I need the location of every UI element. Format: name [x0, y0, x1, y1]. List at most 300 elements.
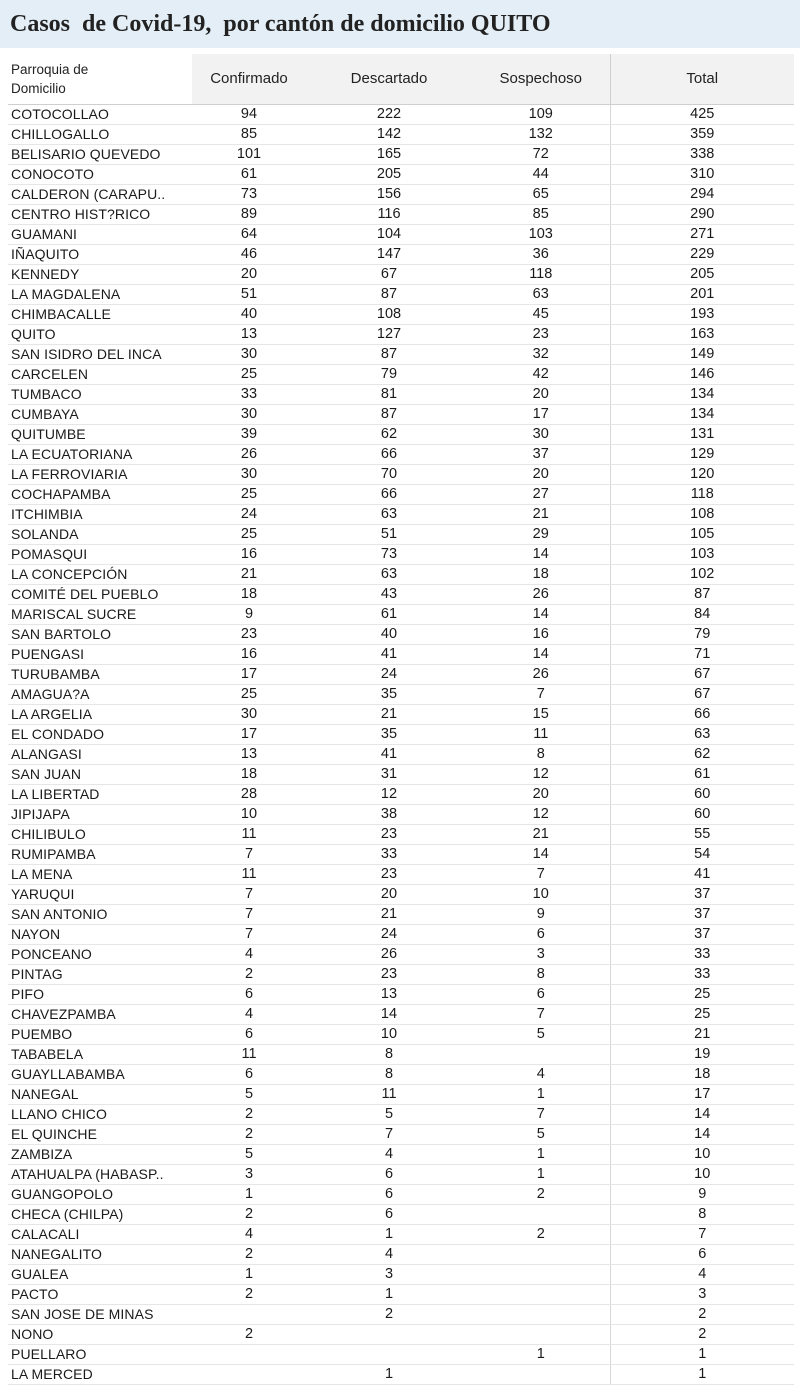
cell-total: 33	[610, 964, 794, 984]
cell-sospechoso: 3	[472, 944, 610, 964]
cell-descartado: 205	[306, 164, 472, 184]
cell-total: 62	[610, 744, 794, 764]
table-row	[8, 1004, 794, 1024]
cell-total: 60	[610, 804, 794, 824]
table-row	[8, 404, 794, 424]
cell-total: 19	[610, 1044, 794, 1064]
cell-confirmado: 40	[192, 304, 306, 324]
cell-parroquia: RUMIPAMBA	[8, 844, 192, 864]
cell-total: 294	[610, 184, 794, 204]
cell-descartado: 41	[306, 644, 472, 664]
cell-parroquia: CHIMBACALLE	[8, 304, 192, 324]
cell-confirmado: 30	[192, 344, 306, 364]
cell-total: 134	[610, 384, 794, 404]
table-row	[8, 544, 794, 564]
cell-parroquia: EL QUINCHE	[8, 1124, 192, 1144]
cell-parroquia: NONO	[8, 1324, 192, 1344]
table-row	[8, 364, 794, 384]
table-row	[8, 1244, 794, 1264]
cell-total: 8	[610, 1204, 794, 1224]
cell-parroquia: GUAYLLABAMBA	[8, 1064, 192, 1084]
cell-descartado: 156	[306, 184, 472, 204]
cell-descartado: 63	[306, 504, 472, 524]
table-row	[8, 164, 794, 184]
table-row	[8, 204, 794, 224]
cell-descartado: 14	[306, 1004, 472, 1024]
cell-confirmado: 6	[192, 984, 306, 1004]
cell-total: 33	[610, 944, 794, 964]
cell-parroquia: CALDERON (CARAPU..	[8, 184, 192, 204]
cell-confirmado: 6	[192, 1064, 306, 1084]
cell-descartado: 31	[306, 764, 472, 784]
cell-confirmado: 89	[192, 204, 306, 224]
cell-parroquia: CARCELEN	[8, 364, 192, 384]
table-row	[8, 464, 794, 484]
table-row	[8, 264, 794, 284]
cell-confirmado	[192, 1364, 306, 1384]
cell-total: 67	[610, 664, 794, 684]
cell-confirmado	[192, 1304, 306, 1324]
cell-parroquia: SAN JUAN	[8, 764, 192, 784]
cell-confirmado: 25	[192, 524, 306, 544]
cell-descartado: 40	[306, 624, 472, 644]
table-row	[8, 1044, 794, 1064]
cell-sospechoso: 4	[472, 1064, 610, 1084]
cell-parroquia: BELISARIO QUEVEDO	[8, 144, 192, 164]
table-row	[8, 684, 794, 704]
table-row	[8, 624, 794, 644]
cell-sospechoso: 26	[472, 664, 610, 684]
cell-descartado: 8	[306, 1064, 472, 1084]
cell-parroquia: PUELLARO	[8, 1344, 192, 1364]
table-row	[8, 504, 794, 524]
cell-confirmado: 2	[192, 964, 306, 984]
cell-parroquia: CHILIBULO	[8, 824, 192, 844]
cell-parroquia: GUANGOPOLO	[8, 1184, 192, 1204]
cell-sospechoso: 2	[472, 1224, 610, 1244]
table-row	[8, 444, 794, 464]
cell-sospechoso	[472, 1324, 610, 1344]
cell-confirmado: 23	[192, 624, 306, 644]
cell-total: 163	[610, 324, 794, 344]
cell-parroquia: EL CONDADO	[8, 724, 192, 744]
table-header	[8, 54, 794, 104]
cell-parroquia: CHAVEZPAMBA	[8, 1004, 192, 1024]
cell-descartado	[306, 1324, 472, 1344]
header-total: Total	[610, 54, 794, 104]
cell-sospechoso: 29	[472, 524, 610, 544]
cell-total: 2	[610, 1304, 794, 1324]
cell-total: 108	[610, 504, 794, 524]
header-parroquia-line1: Parroquia de	[11, 61, 89, 77]
cell-confirmado: 11	[192, 864, 306, 884]
cell-descartado: 26	[306, 944, 472, 964]
cell-parroquia: SOLANDA	[8, 524, 192, 544]
header-sospechoso: Sospechoso	[472, 54, 610, 104]
cell-total: 63	[610, 724, 794, 744]
cell-total: 79	[610, 624, 794, 644]
cell-descartado: 70	[306, 464, 472, 484]
cell-confirmado: 1	[192, 1264, 306, 1284]
cell-parroquia: AMAGUA?A	[8, 684, 192, 704]
header-descartado: Descartado	[306, 54, 472, 104]
cell-descartado: 21	[306, 904, 472, 924]
cell-sospechoso: 27	[472, 484, 610, 504]
cell-sospechoso: 37	[472, 444, 610, 464]
cell-descartado: 142	[306, 124, 472, 144]
cell-parroquia: KENNEDY	[8, 264, 192, 284]
cell-descartado: 24	[306, 924, 472, 944]
cell-sospechoso: 118	[472, 264, 610, 284]
cell-descartado: 38	[306, 804, 472, 824]
cell-confirmado: 30	[192, 704, 306, 724]
cell-confirmado	[192, 1344, 306, 1364]
cell-sospechoso: 7	[472, 684, 610, 704]
table-row	[8, 924, 794, 944]
table-row	[8, 1204, 794, 1224]
cell-parroquia: NAYON	[8, 924, 192, 944]
cell-sospechoso: 72	[472, 144, 610, 164]
cell-total: 290	[610, 204, 794, 224]
cell-confirmado: 25	[192, 364, 306, 384]
cell-parroquia: LA ECUATORIANA	[8, 444, 192, 464]
cell-confirmado: 1	[192, 1184, 306, 1204]
table-row	[8, 1124, 794, 1144]
cell-total: 102	[610, 564, 794, 584]
cell-sospechoso: 17	[472, 404, 610, 424]
cell-descartado: 12	[306, 784, 472, 804]
cell-total: 55	[610, 824, 794, 844]
table-row	[8, 1144, 794, 1164]
cell-confirmado: 10	[192, 804, 306, 824]
table-row	[8, 384, 794, 404]
cell-total: 105	[610, 524, 794, 544]
cell-parroquia: CHILLOGALLO	[8, 124, 192, 144]
cell-parroquia: PINTAG	[8, 964, 192, 984]
cell-total: 84	[610, 604, 794, 624]
cell-total: 425	[610, 104, 794, 124]
cell-sospechoso: 1	[472, 1144, 610, 1164]
cell-confirmado: 5	[192, 1084, 306, 1104]
cell-descartado: 61	[306, 604, 472, 624]
cell-descartado: 23	[306, 824, 472, 844]
cell-total: 21	[610, 1024, 794, 1044]
cell-sospechoso: 10	[472, 884, 610, 904]
cell-parroquia: PONCEANO	[8, 944, 192, 964]
cell-descartado: 4	[306, 1144, 472, 1164]
cell-parroquia: LA MAGDALENA	[8, 284, 192, 304]
cell-confirmado: 13	[192, 324, 306, 344]
cell-confirmado: 7	[192, 884, 306, 904]
cell-parroquia: LA LIBERTAD	[8, 784, 192, 804]
cell-sospechoso: 2	[472, 1184, 610, 1204]
cell-confirmado: 2	[192, 1104, 306, 1124]
cell-descartado: 21	[306, 704, 472, 724]
cell-confirmado: 11	[192, 824, 306, 844]
cell-sospechoso: 11	[472, 724, 610, 744]
cell-total: 149	[610, 344, 794, 364]
cell-descartado: 127	[306, 324, 472, 344]
cell-descartado: 63	[306, 564, 472, 584]
cell-parroquia: YARUQUI	[8, 884, 192, 904]
cell-total: 310	[610, 164, 794, 184]
table-row	[8, 1304, 794, 1324]
cell-confirmado: 16	[192, 544, 306, 564]
cell-parroquia: TABABELA	[8, 1044, 192, 1064]
cell-sospechoso: 21	[472, 504, 610, 524]
cell-confirmado: 2	[192, 1124, 306, 1144]
cell-sospechoso	[472, 1044, 610, 1064]
cell-confirmado: 25	[192, 484, 306, 504]
header-parroquia	[8, 54, 192, 104]
cell-confirmado: 4	[192, 944, 306, 964]
cell-total: 6	[610, 1244, 794, 1264]
cell-confirmado: 3	[192, 1164, 306, 1184]
cell-descartado: 23	[306, 864, 472, 884]
cell-total: 120	[610, 464, 794, 484]
cell-descartado: 87	[306, 404, 472, 424]
table-row	[8, 804, 794, 824]
cases-table	[8, 54, 794, 1385]
table-row	[8, 184, 794, 204]
cell-confirmado: 2	[192, 1324, 306, 1344]
cell-descartado: 51	[306, 524, 472, 544]
cell-descartado: 33	[306, 844, 472, 864]
table-row	[8, 564, 794, 584]
cell-total: 18	[610, 1064, 794, 1084]
cell-descartado: 66	[306, 444, 472, 464]
cell-descartado: 81	[306, 384, 472, 404]
table-row	[8, 764, 794, 784]
table-row	[8, 1184, 794, 1204]
cell-confirmado: 61	[192, 164, 306, 184]
cell-parroquia: CALACALI	[8, 1224, 192, 1244]
cell-sospechoso: 18	[472, 564, 610, 584]
cell-parroquia: CENTRO HIST?RICO	[8, 204, 192, 224]
cell-total: 37	[610, 924, 794, 944]
cell-sospechoso: 20	[472, 784, 610, 804]
cell-parroquia: LLANO CHICO	[8, 1104, 192, 1124]
cell-descartado: 23	[306, 964, 472, 984]
cell-parroquia: GUALEA	[8, 1264, 192, 1284]
cell-sospechoso	[472, 1204, 610, 1224]
title-banner	[0, 0, 800, 48]
cell-confirmado: 13	[192, 744, 306, 764]
cell-descartado: 10	[306, 1024, 472, 1044]
cell-sospechoso: 5	[472, 1024, 610, 1044]
table-row	[8, 1224, 794, 1244]
cell-confirmado: 5	[192, 1144, 306, 1164]
table-row	[8, 304, 794, 324]
cell-descartado: 73	[306, 544, 472, 564]
cell-confirmado: 46	[192, 244, 306, 264]
cell-sospechoso: 1	[472, 1084, 610, 1104]
cell-total: 67	[610, 684, 794, 704]
cell-confirmado: 30	[192, 404, 306, 424]
cell-parroquia: LA ARGELIA	[8, 704, 192, 724]
cell-descartado: 7	[306, 1124, 472, 1144]
cell-total: 14	[610, 1104, 794, 1124]
cell-parroquia: PIFO	[8, 984, 192, 1004]
cell-confirmado: 33	[192, 384, 306, 404]
table-row	[8, 1264, 794, 1284]
cell-sospechoso	[472, 1244, 610, 1264]
cell-descartado: 24	[306, 664, 472, 684]
cell-parroquia: QUITO	[8, 324, 192, 344]
cell-total: 3	[610, 1284, 794, 1304]
cell-descartado: 1	[306, 1364, 472, 1384]
cell-sospechoso: 45	[472, 304, 610, 324]
cell-total: 9	[610, 1184, 794, 1204]
table-row	[8, 864, 794, 884]
table-row	[8, 784, 794, 804]
cell-confirmado: 25	[192, 684, 306, 704]
cell-confirmado: 51	[192, 284, 306, 304]
header-row	[8, 54, 794, 104]
table-row	[8, 1364, 794, 1384]
cell-parroquia: SAN ISIDRO DEL INCA	[8, 344, 192, 364]
cell-confirmado: 6	[192, 1024, 306, 1044]
cell-sospechoso: 20	[472, 464, 610, 484]
cell-descartado: 104	[306, 224, 472, 244]
table-row	[8, 904, 794, 924]
cell-confirmado: 4	[192, 1224, 306, 1244]
cell-total: 201	[610, 284, 794, 304]
table-body	[8, 104, 794, 1384]
cell-confirmado: 4	[192, 1004, 306, 1024]
cell-confirmado: 64	[192, 224, 306, 244]
table-row	[8, 224, 794, 244]
cell-sospechoso: 14	[472, 604, 610, 624]
cell-total: 129	[610, 444, 794, 464]
cell-sospechoso: 132	[472, 124, 610, 144]
cell-total: 41	[610, 864, 794, 884]
cell-parroquia: MARISCAL SUCRE	[8, 604, 192, 624]
cell-total: 37	[610, 884, 794, 904]
cell-confirmado: 16	[192, 644, 306, 664]
cell-sospechoso: 7	[472, 1004, 610, 1024]
table-row	[8, 644, 794, 664]
cell-total: 134	[610, 404, 794, 424]
header-parroquia-line2: Domicilio	[11, 80, 66, 96]
table-row	[8, 144, 794, 164]
cell-total: 71	[610, 644, 794, 664]
cell-total: 359	[610, 124, 794, 144]
table-row	[8, 524, 794, 544]
cell-parroquia: CONOCOTO	[8, 164, 192, 184]
cell-sospechoso	[472, 1364, 610, 1384]
cell-sospechoso: 44	[472, 164, 610, 184]
table-row	[8, 1064, 794, 1084]
cell-descartado: 3	[306, 1264, 472, 1284]
table-row	[8, 884, 794, 904]
cell-sospechoso: 14	[472, 644, 610, 664]
cell-sospechoso	[472, 1264, 610, 1284]
cell-parroquia: PUEMBO	[8, 1024, 192, 1044]
cell-sospechoso: 12	[472, 764, 610, 784]
cell-parroquia: SAN JOSE DE MINAS	[8, 1304, 192, 1324]
cell-total: 271	[610, 224, 794, 244]
cell-confirmado: 73	[192, 184, 306, 204]
cell-confirmado: 20	[192, 264, 306, 284]
cell-total: 17	[610, 1084, 794, 1104]
cell-confirmado: 39	[192, 424, 306, 444]
cell-parroquia: LA MERCED	[8, 1364, 192, 1384]
table-row	[8, 1024, 794, 1044]
cell-confirmado: 2	[192, 1284, 306, 1304]
cell-descartado: 108	[306, 304, 472, 324]
table-row	[8, 1104, 794, 1124]
cell-confirmado: 94	[192, 104, 306, 124]
cell-parroquia: TUMBACO	[8, 384, 192, 404]
cell-total: 25	[610, 984, 794, 1004]
cell-sospechoso: 30	[472, 424, 610, 444]
cell-total: 10	[610, 1164, 794, 1184]
cell-confirmado: 101	[192, 144, 306, 164]
cell-total: 4	[610, 1264, 794, 1284]
cell-descartado: 6	[306, 1204, 472, 1224]
cell-confirmado: 17	[192, 664, 306, 684]
cell-descartado: 35	[306, 684, 472, 704]
cell-total: 229	[610, 244, 794, 264]
table-row	[8, 964, 794, 984]
table-row	[8, 324, 794, 344]
cell-descartado: 222	[306, 104, 472, 124]
cell-descartado: 2	[306, 1304, 472, 1324]
cell-confirmado: 85	[192, 124, 306, 144]
cell-sospechoso: 6	[472, 984, 610, 1004]
table-row	[8, 124, 794, 144]
cell-descartado: 5	[306, 1104, 472, 1124]
cell-parroquia: SAN BARTOLO	[8, 624, 192, 644]
table-row	[8, 104, 794, 124]
cell-sospechoso: 9	[472, 904, 610, 924]
cell-total: 87	[610, 584, 794, 604]
cell-sospechoso: 1	[472, 1164, 610, 1184]
cell-confirmado: 28	[192, 784, 306, 804]
cell-confirmado: 7	[192, 924, 306, 944]
cell-total: 103	[610, 544, 794, 564]
cell-sospechoso: 26	[472, 584, 610, 604]
cell-parroquia: PUENGASI	[8, 644, 192, 664]
cell-confirmado: 18	[192, 584, 306, 604]
table-row	[8, 1164, 794, 1184]
cell-sospechoso: 16	[472, 624, 610, 644]
cell-sospechoso: 8	[472, 964, 610, 984]
cell-parroquia: IÑAQUITO	[8, 244, 192, 264]
cell-parroquia: JIPIJAPA	[8, 804, 192, 824]
cell-total: 205	[610, 264, 794, 284]
cell-sospechoso: 23	[472, 324, 610, 344]
cell-descartado: 8	[306, 1044, 472, 1064]
cell-descartado: 11	[306, 1084, 472, 1104]
cell-descartado: 35	[306, 724, 472, 744]
cell-total: 60	[610, 784, 794, 804]
table-row	[8, 704, 794, 724]
table-row	[8, 344, 794, 364]
cell-total: 14	[610, 1124, 794, 1144]
cell-sospechoso: 36	[472, 244, 610, 264]
cell-confirmado: 17	[192, 724, 306, 744]
cell-sospechoso: 1	[472, 1344, 610, 1364]
cell-confirmado: 7	[192, 904, 306, 924]
cell-sospechoso: 20	[472, 384, 610, 404]
cell-parroquia: NANEGAL	[8, 1084, 192, 1104]
table-row	[8, 484, 794, 504]
cell-sospechoso: 85	[472, 204, 610, 224]
cell-descartado: 147	[306, 244, 472, 264]
cell-total: 1	[610, 1364, 794, 1384]
